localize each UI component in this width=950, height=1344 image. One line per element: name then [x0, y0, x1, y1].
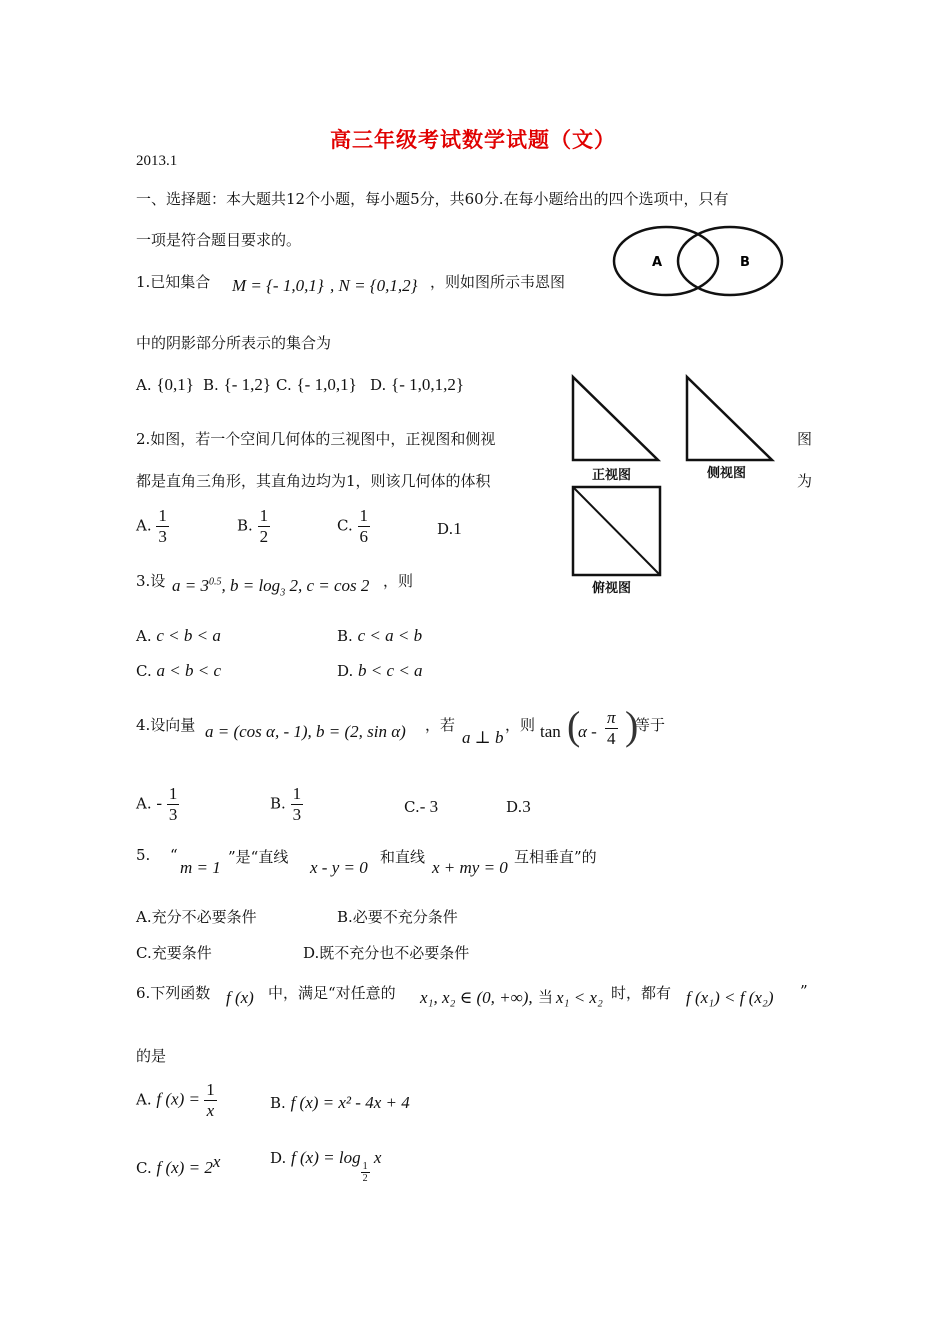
q3-expr-b: , b = log	[221, 576, 281, 595]
q2-option-c-label: C.	[337, 516, 353, 535]
exam-date: 2013.1	[136, 153, 178, 169]
q4-perp: a ⊥ b	[462, 728, 504, 747]
q6-option-d-tail: x	[369, 1148, 382, 1167]
q1-option-d	[370, 375, 464, 395]
q3-expr-c: 2, c = cos 2	[285, 576, 370, 595]
q4-mid: ，若	[425, 716, 456, 734]
q5-line1: x - y = 0	[310, 858, 368, 877]
q3-log-base: 3	[280, 587, 286, 599]
q3-option-c-label: C.	[136, 662, 152, 680]
q6-condition: x₁, x₂ ∈ (0, +∞),	[420, 988, 533, 1007]
q4-mid2: ，则	[505, 716, 536, 734]
q6-option-d-base-num: 1	[362, 1161, 368, 1172]
q4-option-b-den: 3	[292, 805, 302, 824]
q5-text3: 互相垂直”的	[514, 848, 597, 866]
q2-option-c-num: 1	[359, 506, 368, 525]
section-instructions-line2: 一项是符合题目要求的。	[136, 231, 302, 249]
q4-pi: π	[607, 708, 616, 727]
q3-expression	[172, 576, 369, 598]
q6-option-a-num: 1	[206, 1080, 215, 1099]
q4-left-paren: (	[567, 703, 581, 748]
q5-text1: ”是“直线	[228, 848, 289, 866]
q2-option-c-den: 6	[359, 527, 368, 546]
q6-option-b-label: B.	[270, 1094, 286, 1112]
q1-option-b	[203, 375, 271, 395]
top-view-diagonal	[573, 487, 660, 575]
q2-option-a	[136, 506, 169, 547]
q4-option-b-label: B.	[270, 794, 286, 813]
q4-option-c-label: C.	[404, 798, 420, 816]
q2-option-a-den: 3	[158, 527, 167, 546]
q1-stem-a: 1.已知集合	[136, 273, 211, 291]
q6-option-a-den: x	[206, 1101, 215, 1120]
q6-text3: 时，都有	[611, 984, 672, 1002]
side-view-label: 侧视图	[707, 466, 747, 481]
q5-number: 5.	[136, 846, 151, 864]
q2-option-d	[437, 519, 462, 539]
venn-label-b: B	[740, 255, 750, 270]
three-views-figure	[570, 372, 818, 597]
venn-circle-a	[614, 227, 718, 295]
q3-option-c	[136, 661, 221, 681]
q1-option-a	[136, 375, 194, 395]
q2-option-b	[237, 506, 270, 547]
q6-text2: 当	[538, 988, 554, 1006]
q3-expr-a: a = 3	[172, 576, 209, 595]
q6-option-b-value: f (x) = x² - 4x + 4	[290, 1093, 410, 1112]
q1-option-b-label: B.	[203, 376, 219, 394]
q4-option-a-label: A.	[136, 794, 152, 813]
q5-option-c: C.充要条件	[136, 944, 212, 962]
q4-pi-fraction	[605, 708, 618, 749]
q4-option-a-num: 1	[168, 784, 178, 803]
venn-circle-b	[678, 227, 782, 295]
q6-option-c	[136, 1152, 220, 1178]
venn-label-a: A	[652, 255, 663, 270]
q6-text1: 中，满足“对任意的	[268, 984, 396, 1002]
q3-exponent: 0.5	[208, 576, 222, 588]
q3-option-a-label: A.	[136, 627, 152, 645]
q3-option-d-label: D.	[337, 662, 354, 680]
q5-line2: x + my = 0	[432, 858, 508, 877]
q3-option-b	[337, 626, 422, 646]
q6-condition2: x₁ < x₂	[556, 988, 603, 1007]
q5-option-a: A.充分不必要条件	[136, 908, 257, 926]
q1-option-a-value: {0,1}	[156, 375, 194, 394]
q4-option-b-num: 1	[292, 784, 302, 803]
q6-option-c-label: C.	[136, 1159, 152, 1177]
q1-option-c	[276, 375, 357, 395]
q4-option-c	[404, 797, 438, 817]
venn-diagram	[612, 224, 788, 300]
q1-stem-b: ，则如图所示韦恩图	[430, 273, 566, 291]
q5-m-equals: m = 1	[180, 858, 221, 877]
q4-option-d	[506, 797, 531, 817]
q1-option-d-label: D.	[370, 376, 387, 394]
q6-option-c-exp: x	[212, 1152, 221, 1171]
q4-right-paren: )	[625, 703, 639, 748]
q4-option-c-value: - 3	[419, 797, 439, 816]
q6-option-b	[270, 1093, 410, 1113]
q6-text5: 的是	[136, 1047, 167, 1065]
q3-option-b-value: c < a < b	[357, 626, 423, 645]
q1-option-a-label: A.	[136, 376, 152, 394]
q4-option-a-den: 3	[168, 805, 178, 824]
q5-open-quote: “	[170, 846, 178, 864]
q3-tail: ，则	[383, 572, 414, 590]
q2-line2: 都是直角三角形，其直角边均为1，则该几何体的体积	[136, 472, 491, 490]
q6-option-d-label: D.	[270, 1149, 287, 1167]
q6-option-a-label: A.	[136, 1090, 152, 1109]
front-view-triangle	[573, 377, 658, 460]
q3-option-b-label: B.	[337, 627, 353, 645]
q6-fx: f (x)	[226, 988, 254, 1007]
q6-option-c-value: f (x) = 2	[156, 1158, 213, 1177]
q4-tail: 等于	[635, 716, 666, 734]
q6-inequality: f (x₁) < f (x₂)	[686, 988, 774, 1007]
q5-option-d: D.既不充分也不必要条件	[303, 944, 470, 962]
q1-option-b-value: {- 1,2}	[223, 375, 272, 394]
q1-stem	[136, 271, 210, 292]
q1-set-m: M = {- 1,0,1}	[232, 276, 324, 295]
q2-line2-end: 为	[797, 472, 813, 490]
q2-option-a-num: 1	[158, 506, 167, 525]
q2-line1-end: 图	[797, 430, 813, 448]
q2-option-a-label: A.	[136, 516, 152, 535]
q2-option-b-den: 2	[259, 527, 269, 546]
section-instructions-line1: 一、选择题：本大题共12个小题，每小题5分，共60分.在每小题给出的四个选项中，只有	[136, 190, 729, 208]
q4-four: 4	[607, 729, 616, 748]
q4-option-d-value: 3	[522, 797, 531, 816]
q3-option-a	[136, 626, 221, 646]
q1-option-d-value: {- 1,0,1,2}	[391, 375, 465, 394]
q4-stem: 4.设向量	[136, 716, 196, 734]
q1-stem-c: 中的阴影部分所表示的集合为	[136, 334, 332, 352]
q6-text4: ”	[800, 982, 808, 1000]
q5-text2: 和直线	[380, 848, 426, 866]
q5-option-b: B.必要不充分条件	[337, 908, 458, 926]
top-view-label: 俯视图	[592, 581, 632, 596]
front-view-label: 正视图	[592, 468, 632, 483]
q3-option-d	[337, 661, 423, 681]
q2-option-b-label: B.	[237, 516, 253, 535]
q6-stem: 6.下列函数	[136, 984, 211, 1002]
q3-option-a-value: c < b < a	[156, 626, 221, 645]
q4-option-b	[270, 784, 303, 825]
q2-option-b-num: 1	[259, 506, 269, 525]
q2-option-d-label: D.	[437, 520, 454, 538]
q4-vectors: a = (cos α, - 1), b = (2, sin α)	[205, 722, 406, 741]
q3-option-c-value: a < b < c	[156, 661, 221, 680]
q6-option-d-value: f (x) = log	[291, 1148, 361, 1167]
q4-option-d-label: D.	[506, 798, 523, 816]
q4-alpha: α -	[578, 722, 597, 741]
q4-tan: tan	[540, 722, 561, 741]
q4-option-a-sign: -	[156, 793, 163, 813]
q2-line1: 2.如图，若一个空间几何体的三视图中，正视图和侧视	[136, 430, 496, 448]
q3-option-d-value: b < c < a	[358, 661, 423, 680]
q6-option-d	[270, 1148, 381, 1184]
q2-option-d-value: 1	[453, 519, 462, 538]
q6-option-a-value: f (x) =	[156, 1089, 205, 1109]
q4-option-a	[136, 784, 179, 825]
q6-option-a	[136, 1080, 217, 1121]
side-view-triangle	[687, 377, 772, 460]
page-title: 高三年级考试数学试题（文）	[330, 128, 616, 152]
q1-option-c-label: C.	[276, 376, 292, 394]
q6-option-d-base-den: 2	[362, 1173, 368, 1184]
q1-set-n: , N = {0,1,2}	[330, 276, 418, 295]
q3-stem: 3.设	[136, 572, 166, 590]
q2-option-c	[337, 506, 370, 547]
q1-option-c-value: {- 1,0,1}	[296, 375, 357, 394]
